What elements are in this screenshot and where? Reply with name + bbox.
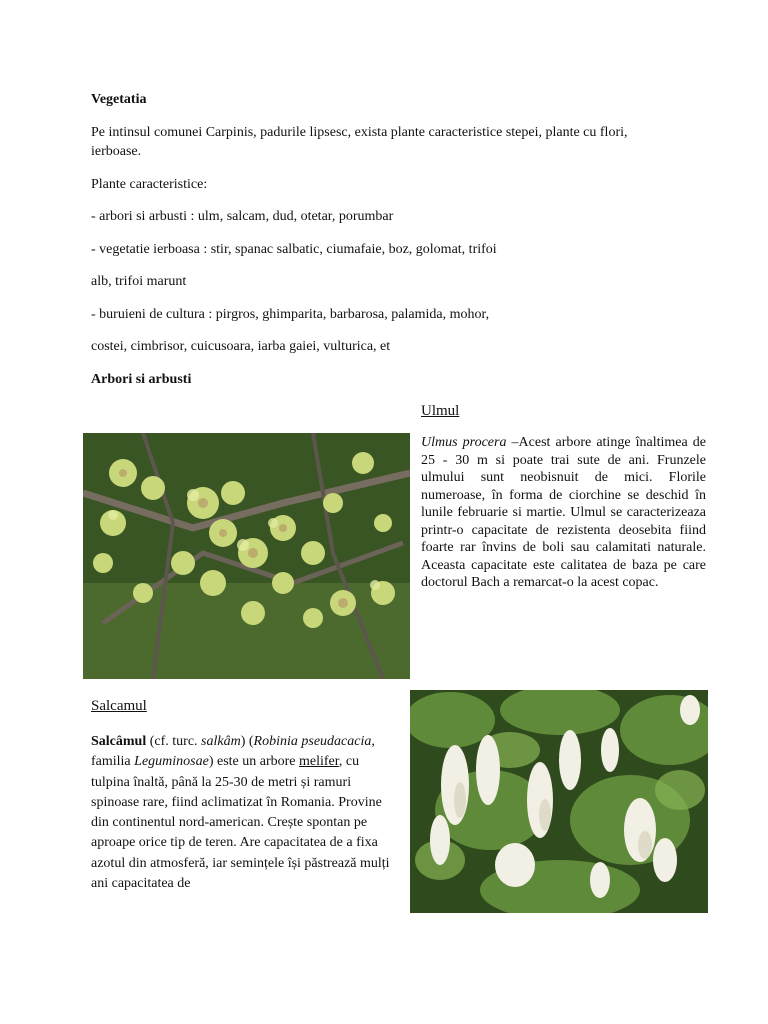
arbori-heading: Arbori si arbusti	[91, 372, 192, 387]
intro-line-1: Pe intinsul comunei Carpinis, padurile lipsesc, exista plante caracteristice stepei, plante cu flori,	[91, 125, 628, 140]
salcamul-family: Leguminosae	[134, 754, 209, 770]
salcamul-description: Salcâmul (cf. turc. salkâm) (Robinia pseudacacia, familia Leguminosae) este un arbore melifer, cu tulpina înaltă, până la 25-30 de metri și ramuri spinoase rare, fiind aclimatizat în Romania. Provine din continentul nord-american. Crește spontan pe aproape orice tip de teren. Are capacitatea de a fixa azotul din atmosferă, iar semințele își păstrează mulți ani capacitatea de	[91, 734, 390, 892]
salcamul-turc: salkâm	[201, 734, 241, 749]
weeds-line-2: costei, cimbrisor, cuicusoara, iarba gaiei, vulturica, et	[91, 339, 391, 354]
salcamul-latin: Robinia pseudacacia	[253, 734, 372, 749]
melifer-link[interactable]: melifer	[299, 754, 339, 770]
salcamul-name: Salcâmul	[91, 734, 147, 749]
intro-line-2: ierboase.	[91, 144, 142, 159]
vegetatia-heading: Vegetatia	[91, 92, 147, 107]
ulmul-description	[421, 434, 706, 592]
weeds-line-1: - buruieni de cultura : pirgros, ghimparita, barbarosa, palamida, mohor,	[91, 307, 490, 322]
trees-line: - arbori si arbusti : ulm, salcam, dud, otetar, porumbar	[91, 209, 394, 224]
acacia-photo	[410, 690, 708, 913]
ulmul-title: Ulmul	[421, 403, 460, 419]
ulmul-description-text: –Acest arbore atinge înaltimea de 25 - 30 m si poate trai sute de ani. Frunzele ulmului sunt neobisnuit de mici. Florile numeroase, în forma de ciorchine se deschid în lunile februarie si martie. Ulmul se caracterizeaza printr-o capacitate de rezistenta deosebita fiind foarte rar învins de boli sau calamitati naturale. Aceasta capacitate este calitatea de baza pe care doctorul Bach a remarcat-o la acest copac.	[421, 435, 706, 590]
ulmul-latin-name: Ulmus procera	[421, 435, 507, 450]
herbs-line-2: alb, trifoi marunt	[91, 274, 187, 289]
herbs-line-1: - vegetatie ierboasa : stir, spanac salbatic, ciumafaie, boz, golomat, trifoi	[91, 242, 497, 257]
plants-label: Plante caracteristice:	[91, 177, 208, 192]
elm-photo	[83, 433, 410, 679]
salcamul-title: Salcamul	[91, 698, 147, 714]
